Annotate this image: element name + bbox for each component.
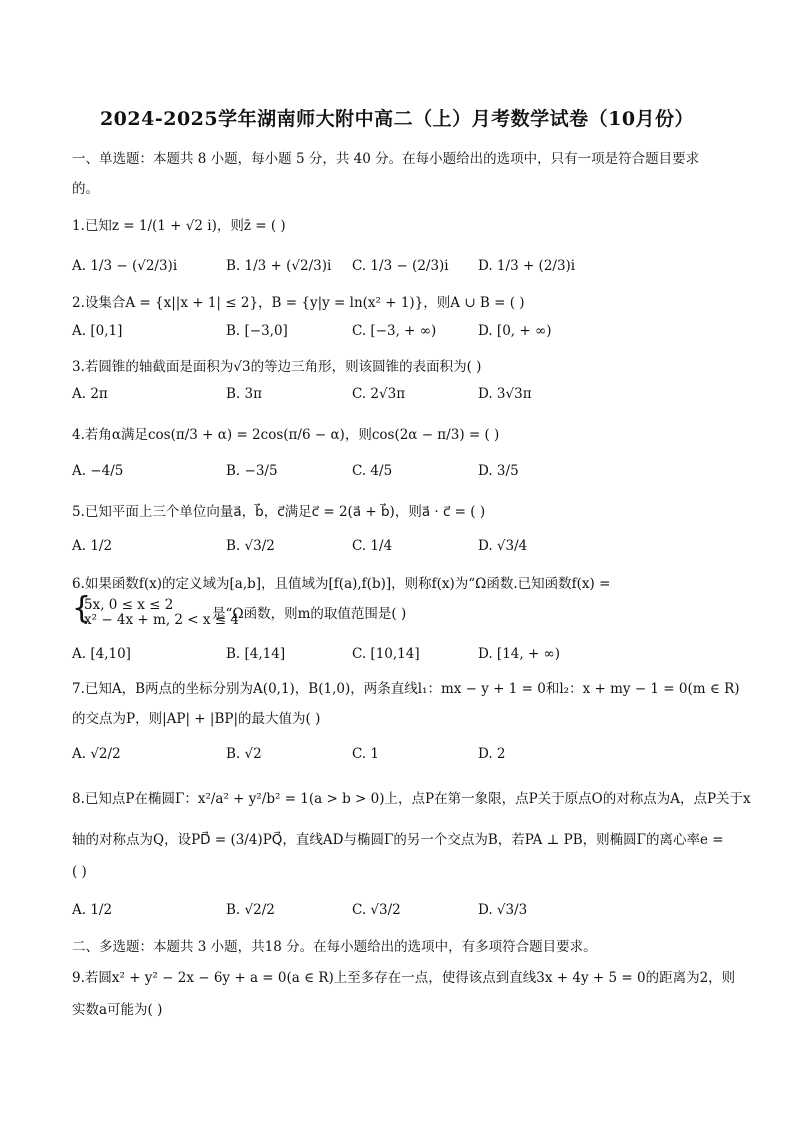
- question-2-option-a: A. [0,1]: [72, 323, 123, 339]
- section1-heading-cont: 的。: [72, 181, 99, 197]
- question-6-option-d: D. [14, + ∞): [478, 646, 561, 662]
- question-3-option-a: A. 2π: [72, 386, 108, 402]
- question-6-option-b: B. [4,14]: [226, 646, 286, 662]
- question-5-option-a: A. 1/2: [72, 538, 113, 554]
- question-5-stem: 5.已知平面上三个单位向量a⃗，b⃗，c⃗满足c⃗ = 2(a⃗ + b⃗)，则a⃗ · c⃗ = ( ): [72, 504, 486, 520]
- question-7-stem-cont: 的交点为P，则|AP| + |BP|的最大值为( ): [72, 711, 321, 727]
- question-7-option-c: C. 1: [352, 746, 380, 762]
- question-9-stem-cont: 实数a可能为( ): [72, 1002, 163, 1018]
- question-1-stem: 1.已知z = 1/(1 + √2 i)，则z̄ = ( ): [72, 218, 286, 234]
- question-6-stem: 6.如果函数f(x)的定义域为[a,b]，且值域为[f(a),f(b)]，则称f(x)为“Ω函数.已知函数f(x) =: [72, 576, 611, 592]
- question-7-option-d: D. 2: [478, 746, 506, 762]
- question-2-option-b: B. [−3,0]: [226, 323, 288, 339]
- question-8-option-c: C. √3/2: [352, 902, 401, 918]
- question-3-option-b: B. 3π: [226, 386, 262, 402]
- question-4-option-c: C. 4/5: [352, 463, 393, 479]
- question-3-stem: 3.若圆锥的轴截面是面积为√3的等边三角形，则该圆锥的表面积为( ): [72, 359, 482, 375]
- question-1-option-c: C. 1/3 − (2/3)i: [352, 258, 449, 274]
- question-4-option-d: D. 3/5: [478, 463, 519, 479]
- question-3-option-c: C. 2√3π: [352, 386, 406, 402]
- question-8-option-b: B. √2/2: [226, 902, 275, 918]
- question-7-option-b: B. √2: [226, 746, 262, 762]
- question-9-stem: 9.若圆x² + y² − 2x − 6y + a = 0(a ∈ R)上至多存在一点，使得该点到直线3x + 4y + 5 = 0的距离为2，则: [72, 970, 736, 986]
- question-2-option-c: C. [−3, + ∞): [352, 323, 437, 339]
- page-title: 2024-2025学年湖南师大附中高二（上）月考数学试卷（10月份）: [99, 108, 695, 130]
- question-7-stem: 7.已知A，B两点的坐标分别为A(0,1)，B(1,0)，两条直线l₁：mx − y + 1 = 0和l₂：x + my − 1 = 0(m ∈ R): [72, 681, 740, 697]
- question-6-option-a: A. [4,10]: [72, 646, 131, 662]
- question-1-option-b: B. 1/3 + (√2/3)i: [226, 258, 332, 274]
- question-6-piece-1: 5x, 0 ≤ x ≤ 2: [84, 597, 174, 613]
- question-5-option-b: B. √3/2: [226, 538, 275, 554]
- question-8-stem-paren: ( ): [72, 864, 87, 880]
- question-2-stem: 2.设集合A = {x||x + 1| ≤ 2}，B = {y|y = ln(x² + 1)}，则A ∪ B = ( ): [72, 295, 525, 311]
- question-4-option-a: A. −4/5: [72, 463, 124, 479]
- section1-heading: 一、单选题：本题共 8 小题，每小题 5 分，共 40 分。在每小题给出的选项中，只有一项是符合题目要求: [72, 151, 700, 167]
- question-8-stem-cont: 轴的对称点为Q，设PD⃗ = (3/4)PQ⃗，直线AD与椭圆Γ的另一个交点为B，若PA ⊥ PB，则椭圆Γ的离心率e =: [72, 832, 724, 848]
- question-5-option-c: C. 1/4: [352, 538, 393, 554]
- question-8-stem: 8.已知点P在椭圆Γ：x²/a² + y²/b² = 1(a > b > 0)上，点P在第一象限，点P关于原点O的对称点为A，点P关于x: [72, 791, 751, 807]
- piecewise-brace: {: [72, 591, 92, 626]
- question-2-option-d: D. [0, + ∞): [478, 323, 552, 339]
- question-6-option-c: C. [10,14]: [352, 646, 420, 662]
- question-6-piece-2: x² − 4x + m, 2 < x ≤ 4: [84, 612, 239, 628]
- question-3-option-d: D. 3√3π: [478, 386, 532, 402]
- question-6-stem-tail: 是“Ω函数，则m的取值范围是( ): [212, 606, 407, 622]
- question-5-option-d: D. √3/4: [478, 538, 528, 554]
- question-4-stem: 4.若角α满足cos(π/3 + α) = 2cos(π/6 − α)，则cos(2α − π/3) = ( ): [72, 427, 500, 443]
- question-7-option-a: A. √2/2: [72, 746, 121, 762]
- question-1-option-d: D. 1/3 + (2/3)i: [478, 258, 576, 274]
- question-4-option-b: B. −3/5: [226, 463, 278, 479]
- question-8-option-d: D. √3/3: [478, 902, 528, 918]
- question-1-option-a: A. 1/3 − (√2/3)i: [72, 258, 178, 274]
- question-8-option-a: A. 1/2: [72, 902, 113, 918]
- section2-heading: 二、多选题：本题共 3 小题，共18 分。在每小题给出的选项中，有多项符合题目要求。: [72, 939, 597, 955]
